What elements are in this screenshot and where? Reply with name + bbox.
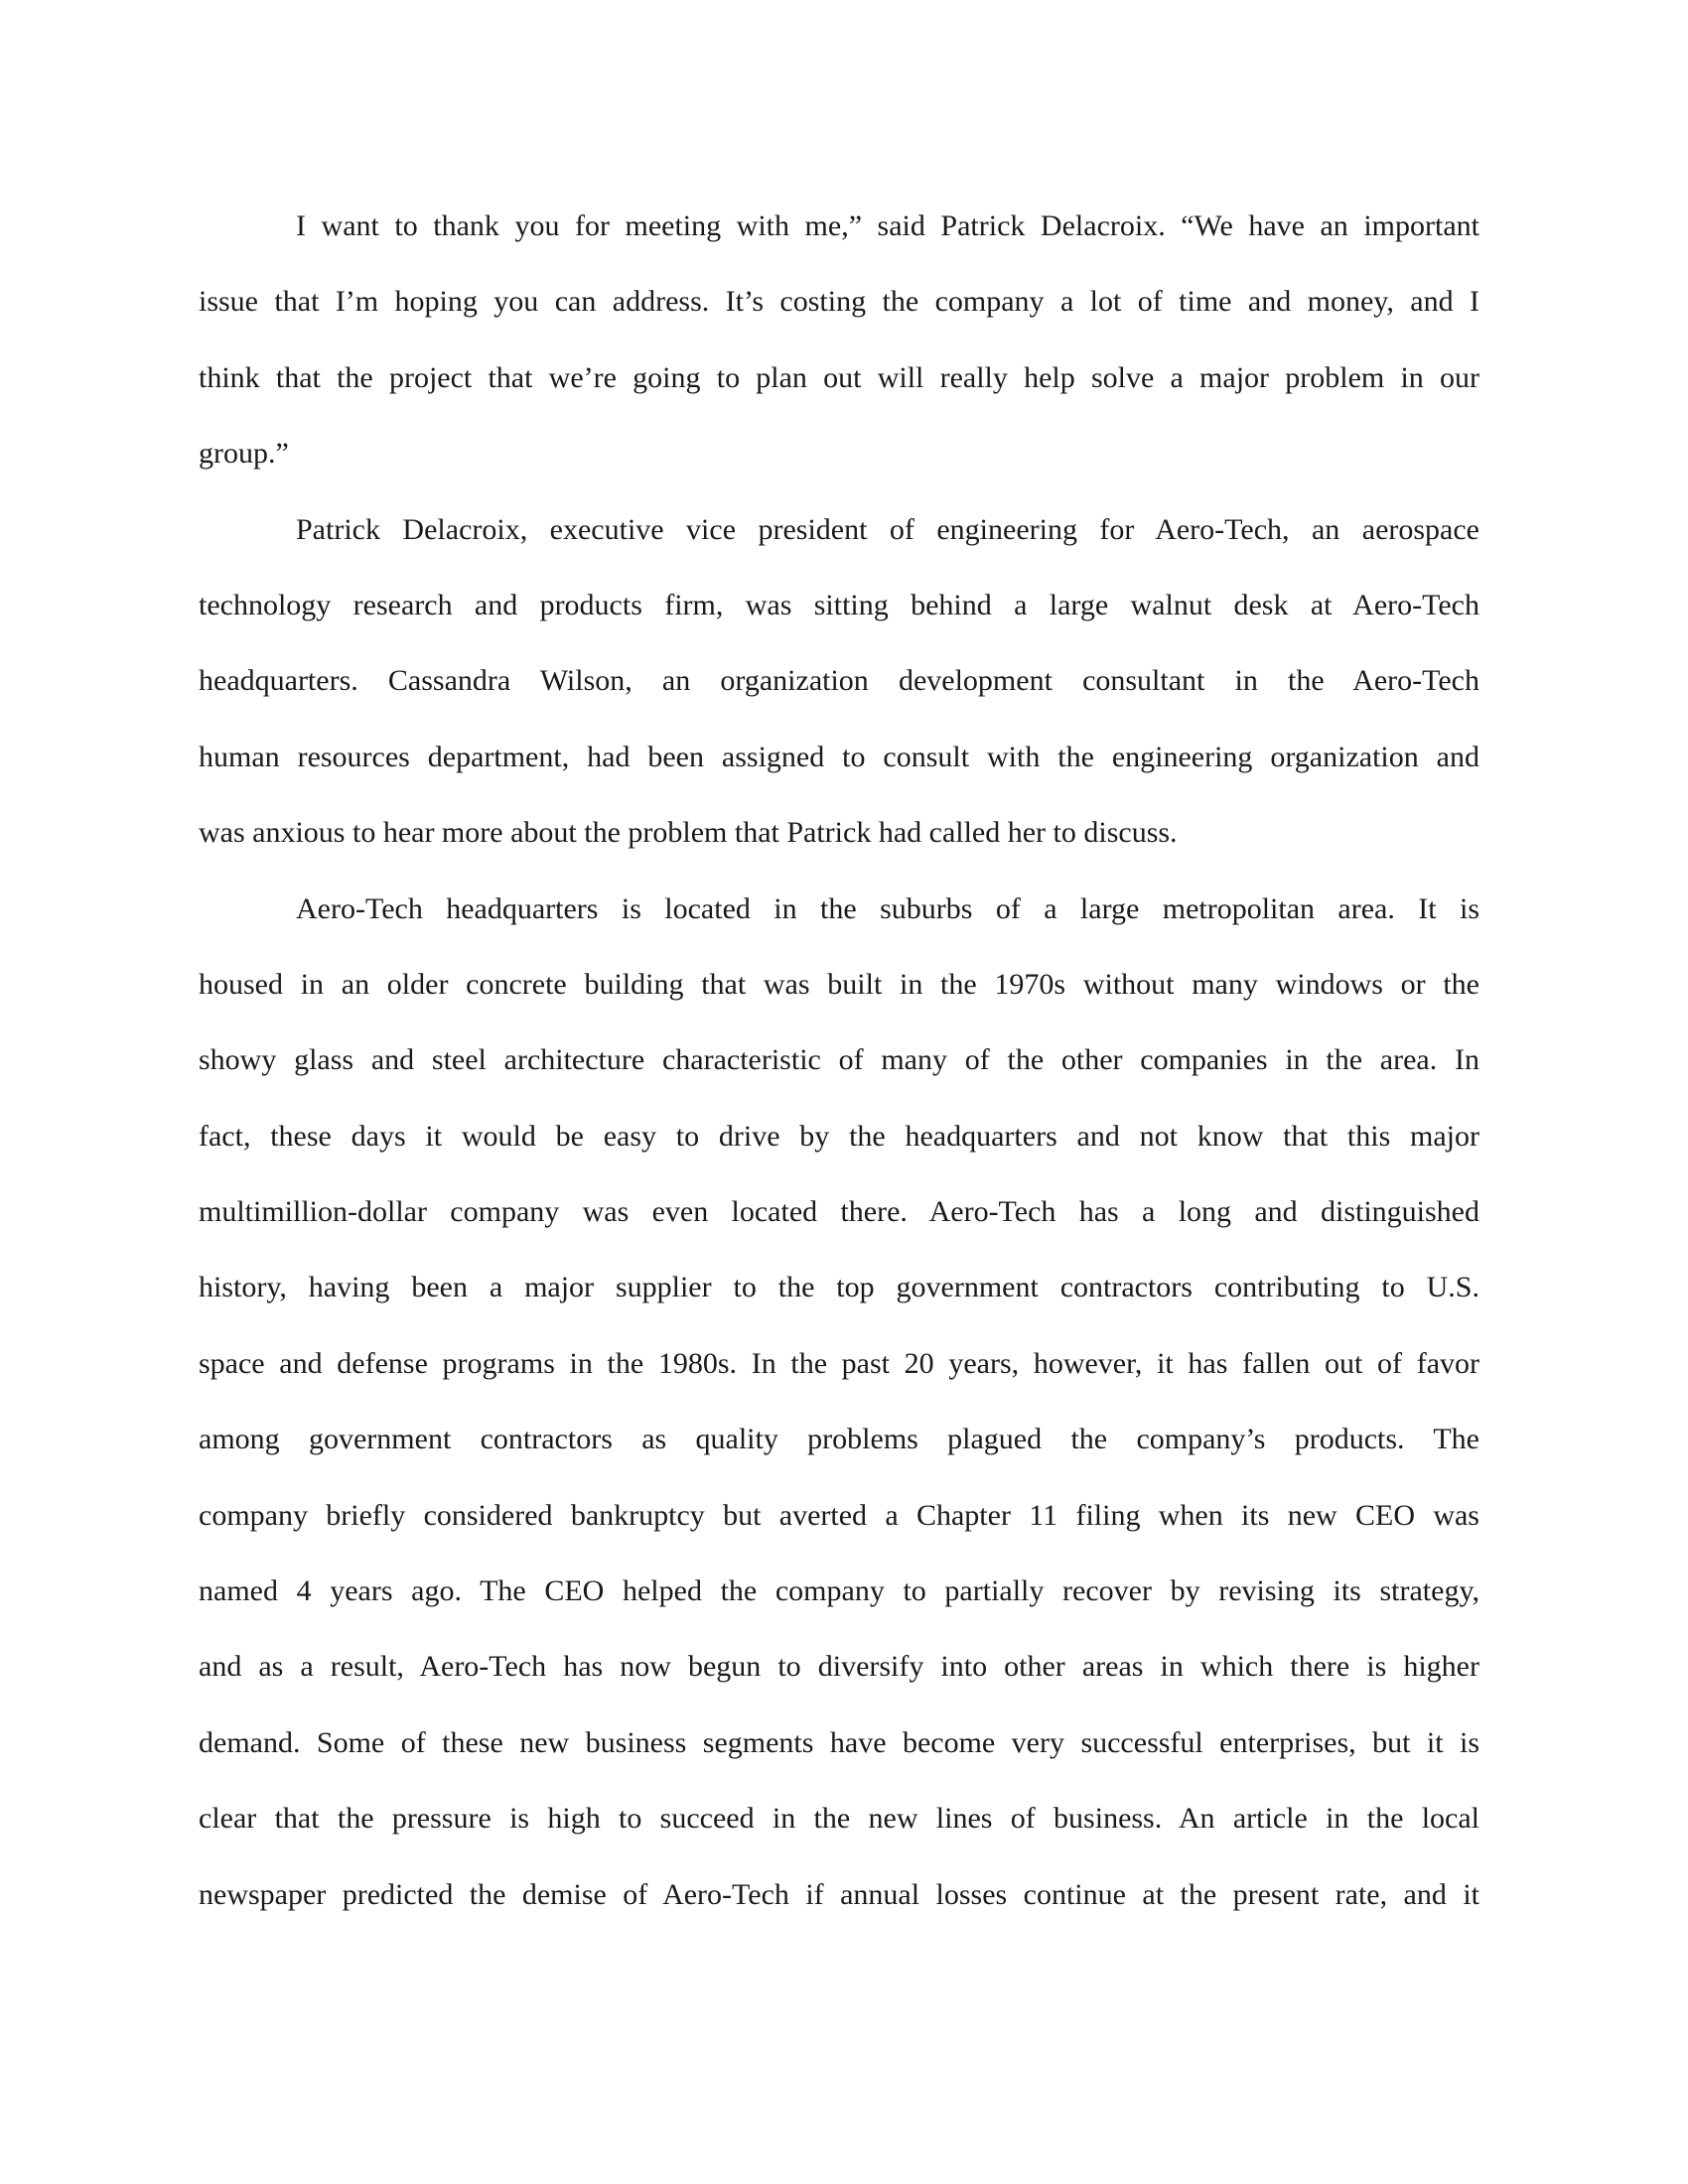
text-line: issue that I’m hoping you can address. It’s costing the company a lot of time and money, and I (199, 285, 1479, 319)
text-line: demand. Some of these new business segments have become very successful enterprises, but it is (199, 1725, 1479, 1759)
text-line: technology research and products firm, was sitting behind a large walnut desk at Aero-Tech (199, 588, 1479, 621)
text-line: clear that the pressure is high to succeed in the new lines of business. An article in the local (199, 1802, 1479, 1836)
text-line: and as a result, Aero-Tech has now begun to diversify into other areas in which there is higher (199, 1650, 1479, 1684)
text-line: company briefly considered bankruptcy but averted a Chapter 11 filing when its new CEO was (199, 1498, 1479, 1532)
text-line: was anxious to hear more about the problem that Patrick had called her to discuss. (199, 816, 1178, 850)
text-line: fact, these days it would be easy to drive by the headquarters and not know that this major (199, 1119, 1479, 1153)
text-line: headquarters. Cassandra Wilson, an organization development consultant in the Aero-Tech (199, 664, 1479, 698)
text-line: among government contractors as quality problems plagued the company’s products. The (199, 1423, 1479, 1456)
text-line: housed in an older concrete building that was built in the 1970s without many windows or the (199, 967, 1479, 1001)
text-line: think that the project that we’re going to plan out will really help solve a major problem in our (199, 360, 1479, 394)
body-text (199, 189, 1479, 1933)
paragraph-2 (199, 492, 1479, 872)
text-line: newspaper predicted the demise of Aero-Tech if annual losses continue at the present rate, and it (199, 1877, 1479, 1911)
text-line: space and defense programs in the 1980s. In the past 20 years, however, it has fallen out of favor (199, 1346, 1479, 1380)
text-line: named 4 years ago. The CEO helped the company to partially recover by revising its strategy, (199, 1574, 1479, 1608)
text-line: Aero-Tech headquarters is located in the suburbs of a large metropolitan area. It is (296, 891, 1479, 925)
paragraph-1 (199, 189, 1479, 492)
text-line: Patrick Delacroix, executive vice president of engineering for Aero-Tech, an aerospace (296, 512, 1479, 546)
text-line: multimillion-dollar company was even located there. Aero-Tech has a long and distinguished (199, 1195, 1479, 1229)
text-line: I want to thank you for meeting with me,” said Patrick Delacroix. “We have an important (296, 209, 1479, 242)
text-line: history, having been a major supplier to the top government contractors contributing to U.S. (199, 1271, 1479, 1304)
text-line: showy glass and steel architecture characteristic of many of the other companies in the area. In (199, 1043, 1479, 1077)
paragraph-3 (199, 872, 1479, 1933)
text-line: human resources department, had been assigned to consult with the engineering organization and (199, 740, 1479, 773)
text-line: group.” (199, 437, 289, 471)
